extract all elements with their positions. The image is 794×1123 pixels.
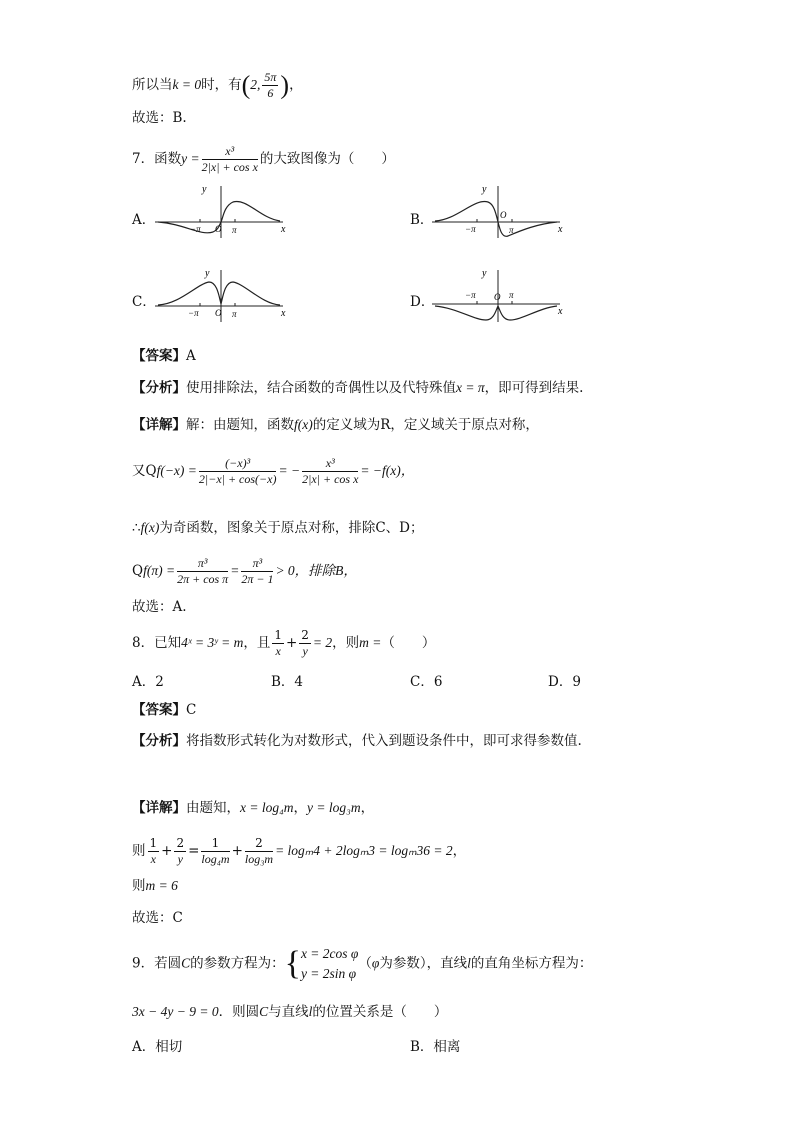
option-8a[interactable]: A．2 xyxy=(132,674,164,690)
axis-x-label: x xyxy=(558,306,563,317)
axis-x-label: x xyxy=(281,224,286,235)
origin-label: O xyxy=(215,308,222,318)
graph-option-a xyxy=(155,184,295,240)
text: 时，有 xyxy=(201,77,242,93)
neg-pi-label: −π xyxy=(188,308,199,318)
axis-y-label: y xyxy=(205,268,210,279)
pi-label: π xyxy=(232,225,237,235)
text: 所以当 xyxy=(132,77,173,93)
math: 2, xyxy=(250,77,261,92)
odd-conclusion: ∴f(x)为奇函数，图象关于原点对称，排除C、D； xyxy=(132,520,424,536)
axis-x-label: x xyxy=(558,224,563,235)
fraction: $\frac{\text{(−x)³}}{2|-x| + \cos(-x)}$ xyxy=(198,456,277,486)
fraction: $\frac{2}{y}$ xyxy=(176,836,185,866)
question-7: 7．函数y = $\frac{\text{x³}}{\text{2|x| + cos x}}$ 的大致图像为（ ） xyxy=(132,144,395,174)
fraction: $\frac{\text{π³}}{2\pi - 1}$ xyxy=(241,556,274,586)
detail-7: 【详解】解：由题知，函数f(x)的定义域为R，定义域关于原点对称， xyxy=(132,417,539,433)
neg-pi-label: −π xyxy=(465,290,476,300)
pi-derivation: Qf(π) = $\frac{\text{π³}}{\text{2π + cos π}}$ = $\frac{\text{π³}}{2\pi - 1}$ > 0，排除B， xyxy=(132,556,357,586)
fraction: $\frac{1}{x}$ xyxy=(149,836,158,866)
log-derivation: 则 $\frac{1}{x}$ + $\frac{2}{y}$ = $\frac{1}{\text{log₄m}}$ + $\frac{2}{\text{log₃m}}$ = logₘ4 + 2logₘ3 = logₘ36 = 2， xyxy=(132,836,467,866)
math-k: k = 0 xyxy=(172,77,202,92)
axis-y-label: y xyxy=(202,184,207,195)
option-8c[interactable]: C．6 xyxy=(410,674,443,690)
pi-label: π xyxy=(509,225,514,235)
axis-y-label: y xyxy=(482,184,487,195)
option-9a[interactable]: A．相切 xyxy=(132,1039,183,1055)
pi-label: π xyxy=(232,309,237,319)
fraction: $\frac{1}{\text{log₄m}}$ xyxy=(201,836,230,866)
result-8: 则m = 6 xyxy=(132,878,178,894)
graph-option-d xyxy=(432,268,572,324)
brace-left: { xyxy=(284,945,301,982)
paren-right: ) xyxy=(280,70,290,100)
question-9: 9．若圆C的参数方程为：{ x = 2cos φ y = 2sin φ （φ为参数），直线l的直角坐标方程为： xyxy=(132,945,593,982)
option-7b-label[interactable]: B． xyxy=(410,212,434,228)
neg-pi-label: −π xyxy=(465,224,476,234)
paren-left: ( xyxy=(241,70,251,100)
axis-y-label: y xyxy=(482,268,487,279)
option-9b[interactable]: B．相离 xyxy=(410,1039,461,1055)
fraction: $\frac{2}{y}$ xyxy=(301,628,309,658)
option-7a-label[interactable]: A． xyxy=(132,212,156,228)
answer-select-7: 故选：A. xyxy=(132,599,187,615)
origin-label: O xyxy=(215,224,222,234)
answer-7: 【答案】A xyxy=(132,348,196,364)
odd-derivation: 又Qf(−x) = $\frac{\text{(−x)³}}{2|-x| + \cos(-x)}$ = − $\frac{\text{x³}}{\text{2|x| + cos x}}$ = −f(x)， xyxy=(132,456,415,486)
fraction: $\frac{\text{π³}}{\text{2π + cos π}}$ xyxy=(177,556,229,586)
answer-select-8: 故选：C xyxy=(132,910,183,926)
graph-option-c xyxy=(155,268,295,324)
origin-label: O xyxy=(500,210,507,220)
text-line-conclusion: 所以当k = 0时，有(2, $\frac{5\pi}{6}$ )， xyxy=(132,70,303,100)
axis-x-label: x xyxy=(281,308,286,319)
analysis-8: 【分析】将指数形式转化为对数形式，代入到题设条件中，即可求得参数值. xyxy=(132,733,582,749)
fraction: $\frac{1}{x}$ xyxy=(274,628,282,658)
graph-option-b xyxy=(432,184,572,240)
fraction: $\frac{5\pi}{6}$ xyxy=(264,70,277,100)
answer-select-6: 故选：B. xyxy=(132,110,187,126)
pi-label: π xyxy=(509,290,514,300)
analysis-7: 【分析】使用排除法，结合函数的奇偶性以及代特殊值x = π，即可得到结果. xyxy=(132,380,584,396)
option-8b[interactable]: B．4 xyxy=(271,674,304,690)
fraction: $\frac{\text{x³}}{\text{2|x| + cos x}}$ xyxy=(201,144,258,174)
fraction: $\frac{\text{x³}}{\text{2|x| + cos x}}$ xyxy=(302,456,359,486)
option-7d-label[interactable]: D． xyxy=(410,294,435,310)
detail-8: 【详解】由题知，x = log₄m，y = log₃m， xyxy=(132,800,375,816)
answer-8: 【答案】C xyxy=(132,702,197,718)
neg-pi-label: −π xyxy=(190,224,201,234)
question-9-cont: 3x − 4y − 9 = 0．则圆C与直线l的位置关系是（ ） xyxy=(132,1004,448,1020)
option-8d[interactable]: D．9 xyxy=(548,674,581,690)
question-8: 8．已知4ˣ = 3ʸ = m，且 $\frac{1}{x}$ + $\frac{2}{y}$ = 2，则m =（ ） xyxy=(132,628,436,658)
option-7c-label[interactable]: C． xyxy=(132,294,156,310)
origin-label: O xyxy=(494,292,501,302)
parametric-system: x = 2cos φ y = 2sin φ xyxy=(300,946,359,981)
fraction: $\frac{2}{\text{log₃m}}$ xyxy=(244,836,274,866)
